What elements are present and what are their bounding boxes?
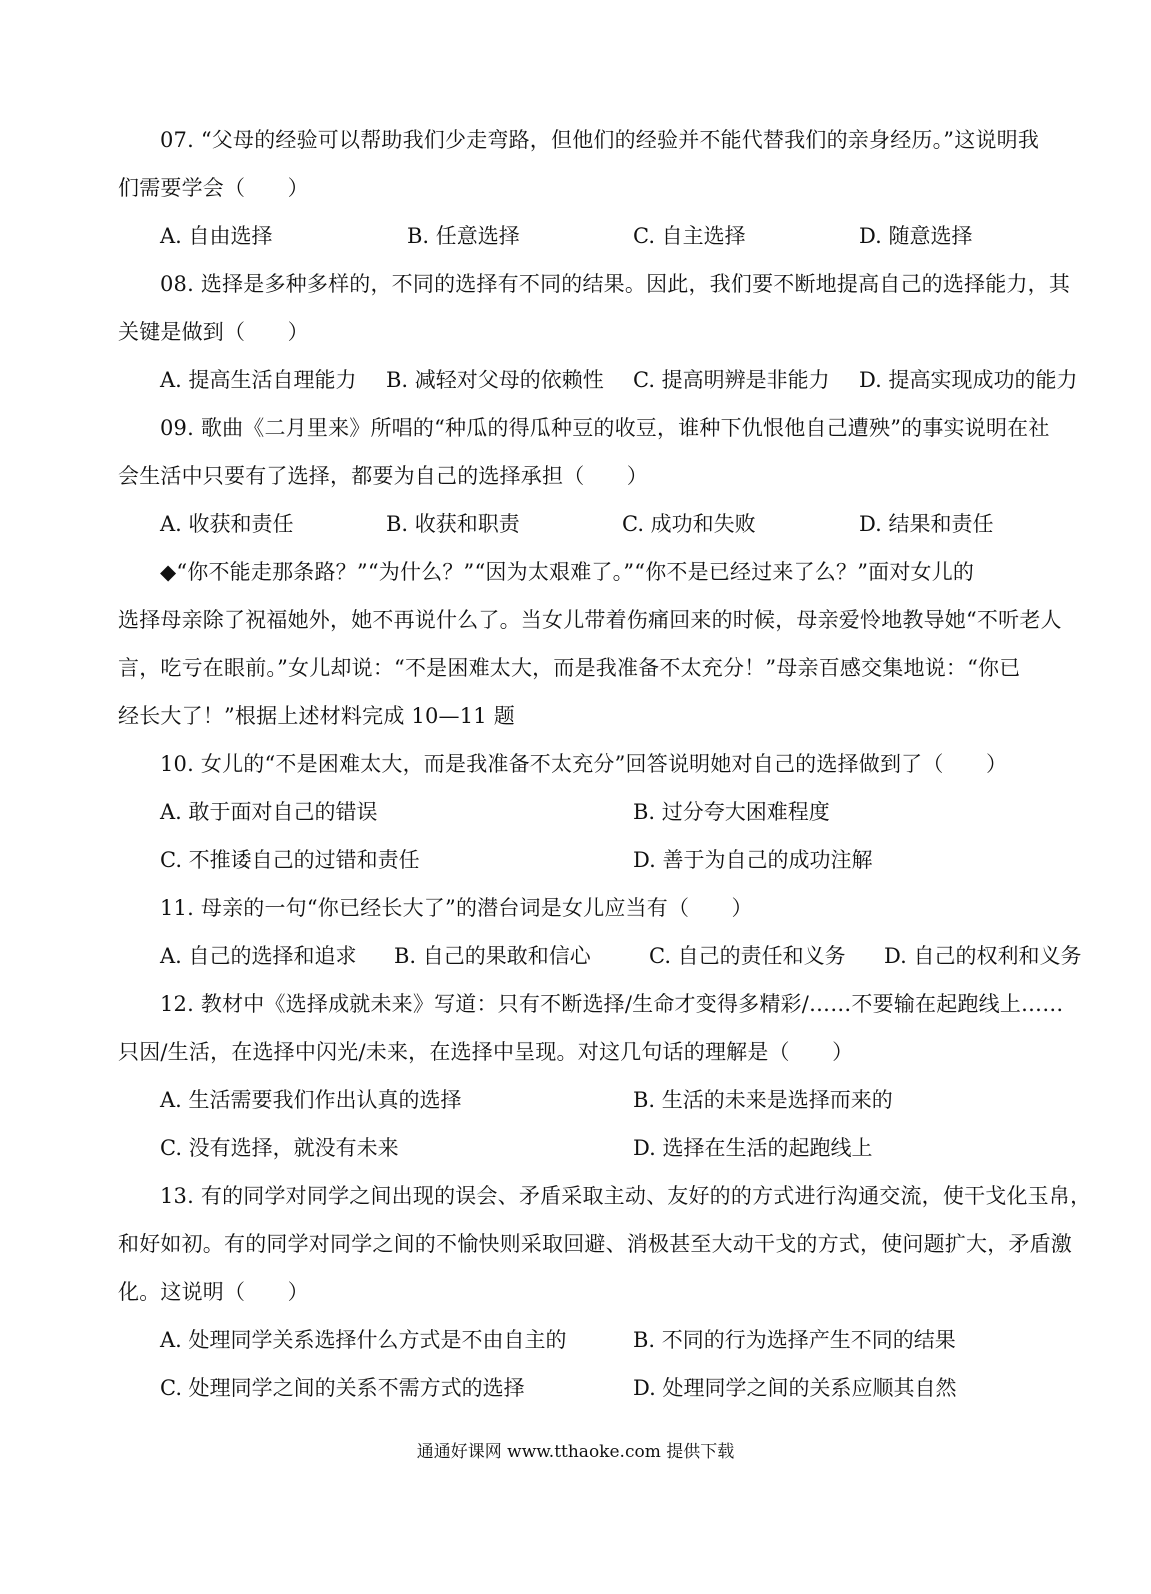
question-12-options-row1 — [160, 1085, 1100, 1115]
option-d: D. 随意选择 — [859, 224, 973, 248]
footer-source: 通通好课网 www.tthaoke.com 提供下载 — [416, 1442, 735, 1462]
question-13-stem-cont: 化。这说明（ ） — [118, 1280, 309, 1304]
option-a: A. 处理同学关系选择什么方式是不由自主的 — [160, 1328, 567, 1352]
question-10-options-row1 — [160, 797, 1100, 827]
material-text: ◆“你不能走那条路？”“为什么？”“因为太艰难了。”“你不是已经过来了么？”面对女儿的 — [160, 560, 975, 584]
option-b: B. 自己的果敢和信心 — [394, 944, 591, 968]
option-b: B. 收获和职责 — [386, 512, 520, 536]
option-a: A. 自由选择 — [160, 224, 273, 248]
option-d: D. 处理同学之间的关系应顺其自然 — [633, 1376, 957, 1400]
question-09-stem: 09. 歌曲《二月里来》所唱的“种瓜的得瓜种豆的收豆，谁种下仇恨他自己遭殃”的事实说明在社 — [160, 416, 1050, 440]
question-09-options — [160, 509, 1100, 539]
question-08-stem: 08. 选择是多种多样的，不同的选择有不同的结果。因此，我们要不断地提高自己的选择能力，其 — [160, 272, 1071, 296]
option-a: A. 提高生活自理能力 — [160, 368, 357, 392]
question-12-stem-cont: 只因/生活，在选择中闪光/未来，在选择中呈现。对这几句话的理解是（ ） — [118, 1040, 854, 1064]
question-11-stem: 11. 母亲的一句“你已经长大了”的潜台词是女儿应当有（ ） — [160, 896, 753, 920]
option-a: A. 收获和责任 — [160, 512, 294, 536]
question-09-stem-cont: 会生活中只要有了选择，都要为自己的选择承担（ ） — [118, 464, 648, 488]
option-b: B. 不同的行为选择产生不同的结果 — [633, 1328, 956, 1352]
question-12-stem: 12. 教材中《选择成就未来》写道：只有不断选择/生命才变得多精彩/……不要输在起跑线上…… — [160, 992, 1064, 1016]
option-c: C. 成功和失败 — [622, 512, 756, 536]
material-text-cont: 言，吃亏在眼前。”女儿却说：“不是困难太大，而是我准备不太充分！”母亲百感交集地说：“你已 — [118, 656, 1021, 680]
option-d: D. 自己的权利和义务 — [884, 944, 1082, 968]
material-text-cont: 经长大了！”根据上述材料完成 10—11 题 — [118, 704, 515, 728]
question-10-stem: 10. 女儿的“不是困难太大，而是我准备不太充分”回答说明她对自己的选择做到了（ ） — [160, 752, 1008, 776]
question-08-stem-cont: 关键是做到（ ） — [118, 320, 309, 344]
option-d: D. 提高实现成功的能力 — [859, 368, 1078, 392]
option-c: C. 不推诿自己的过错和责任 — [160, 848, 420, 872]
question-13-options-row1 — [160, 1325, 1100, 1355]
option-c: C. 自己的责任和义务 — [649, 944, 846, 968]
question-13-stem-cont: 和好如初。有的同学对同学之间的不愉快则采取回避、消极甚至大动干戈的方式，使问题扩大，矛盾激 — [118, 1232, 1072, 1256]
material-text-cont: 选择母亲除了祝福她外，她不再说什么了。当女儿带着伤痛回来的时候，母亲爱怜地教导她“不听老人 — [118, 608, 1062, 632]
option-c: C. 提高明辨是非能力 — [633, 368, 830, 392]
option-b: B. 过分夸大困难程度 — [633, 800, 830, 824]
question-07-stem: 07. “父母的经验可以帮助我们少走弯路，但他们的经验并不能代替我们的亲身经历。”这说明我 — [160, 128, 1040, 152]
option-c: C. 处理同学之间的关系不需方式的选择 — [160, 1376, 525, 1400]
question-13-options-row2 — [160, 1373, 1100, 1403]
option-d: D. 善于为自己的成功注解 — [633, 848, 873, 872]
question-13-stem: 13. 有的同学对同学之间出现的误会、矛盾采取主动、友好的的方式进行沟通交流，使干戈化玉帛， — [160, 1184, 1092, 1208]
question-07-stem-cont: 们需要学会（ ） — [118, 176, 309, 200]
question-12-options-row2 — [160, 1133, 1100, 1163]
option-a: A. 生活需要我们作出认真的选择 — [160, 1088, 462, 1112]
question-08-options — [160, 365, 1100, 395]
option-d: D. 结果和责任 — [859, 512, 994, 536]
question-11-options — [160, 941, 1100, 971]
option-b: B. 生活的未来是选择而来的 — [633, 1088, 893, 1112]
option-b: B. 减轻对父母的依赖性 — [386, 368, 604, 392]
option-c: C. 没有选择，就没有未来 — [160, 1136, 399, 1160]
option-a: A. 自己的选择和追求 — [160, 944, 357, 968]
option-d: D. 选择在生活的起跑线上 — [633, 1136, 873, 1160]
question-07-options — [160, 221, 1100, 251]
question-10-options-row2 — [160, 845, 1100, 875]
option-b: B. 任意选择 — [407, 224, 520, 248]
option-a: A. 敢于面对自己的错误 — [160, 800, 378, 824]
option-c: C. 自主选择 — [633, 224, 746, 248]
